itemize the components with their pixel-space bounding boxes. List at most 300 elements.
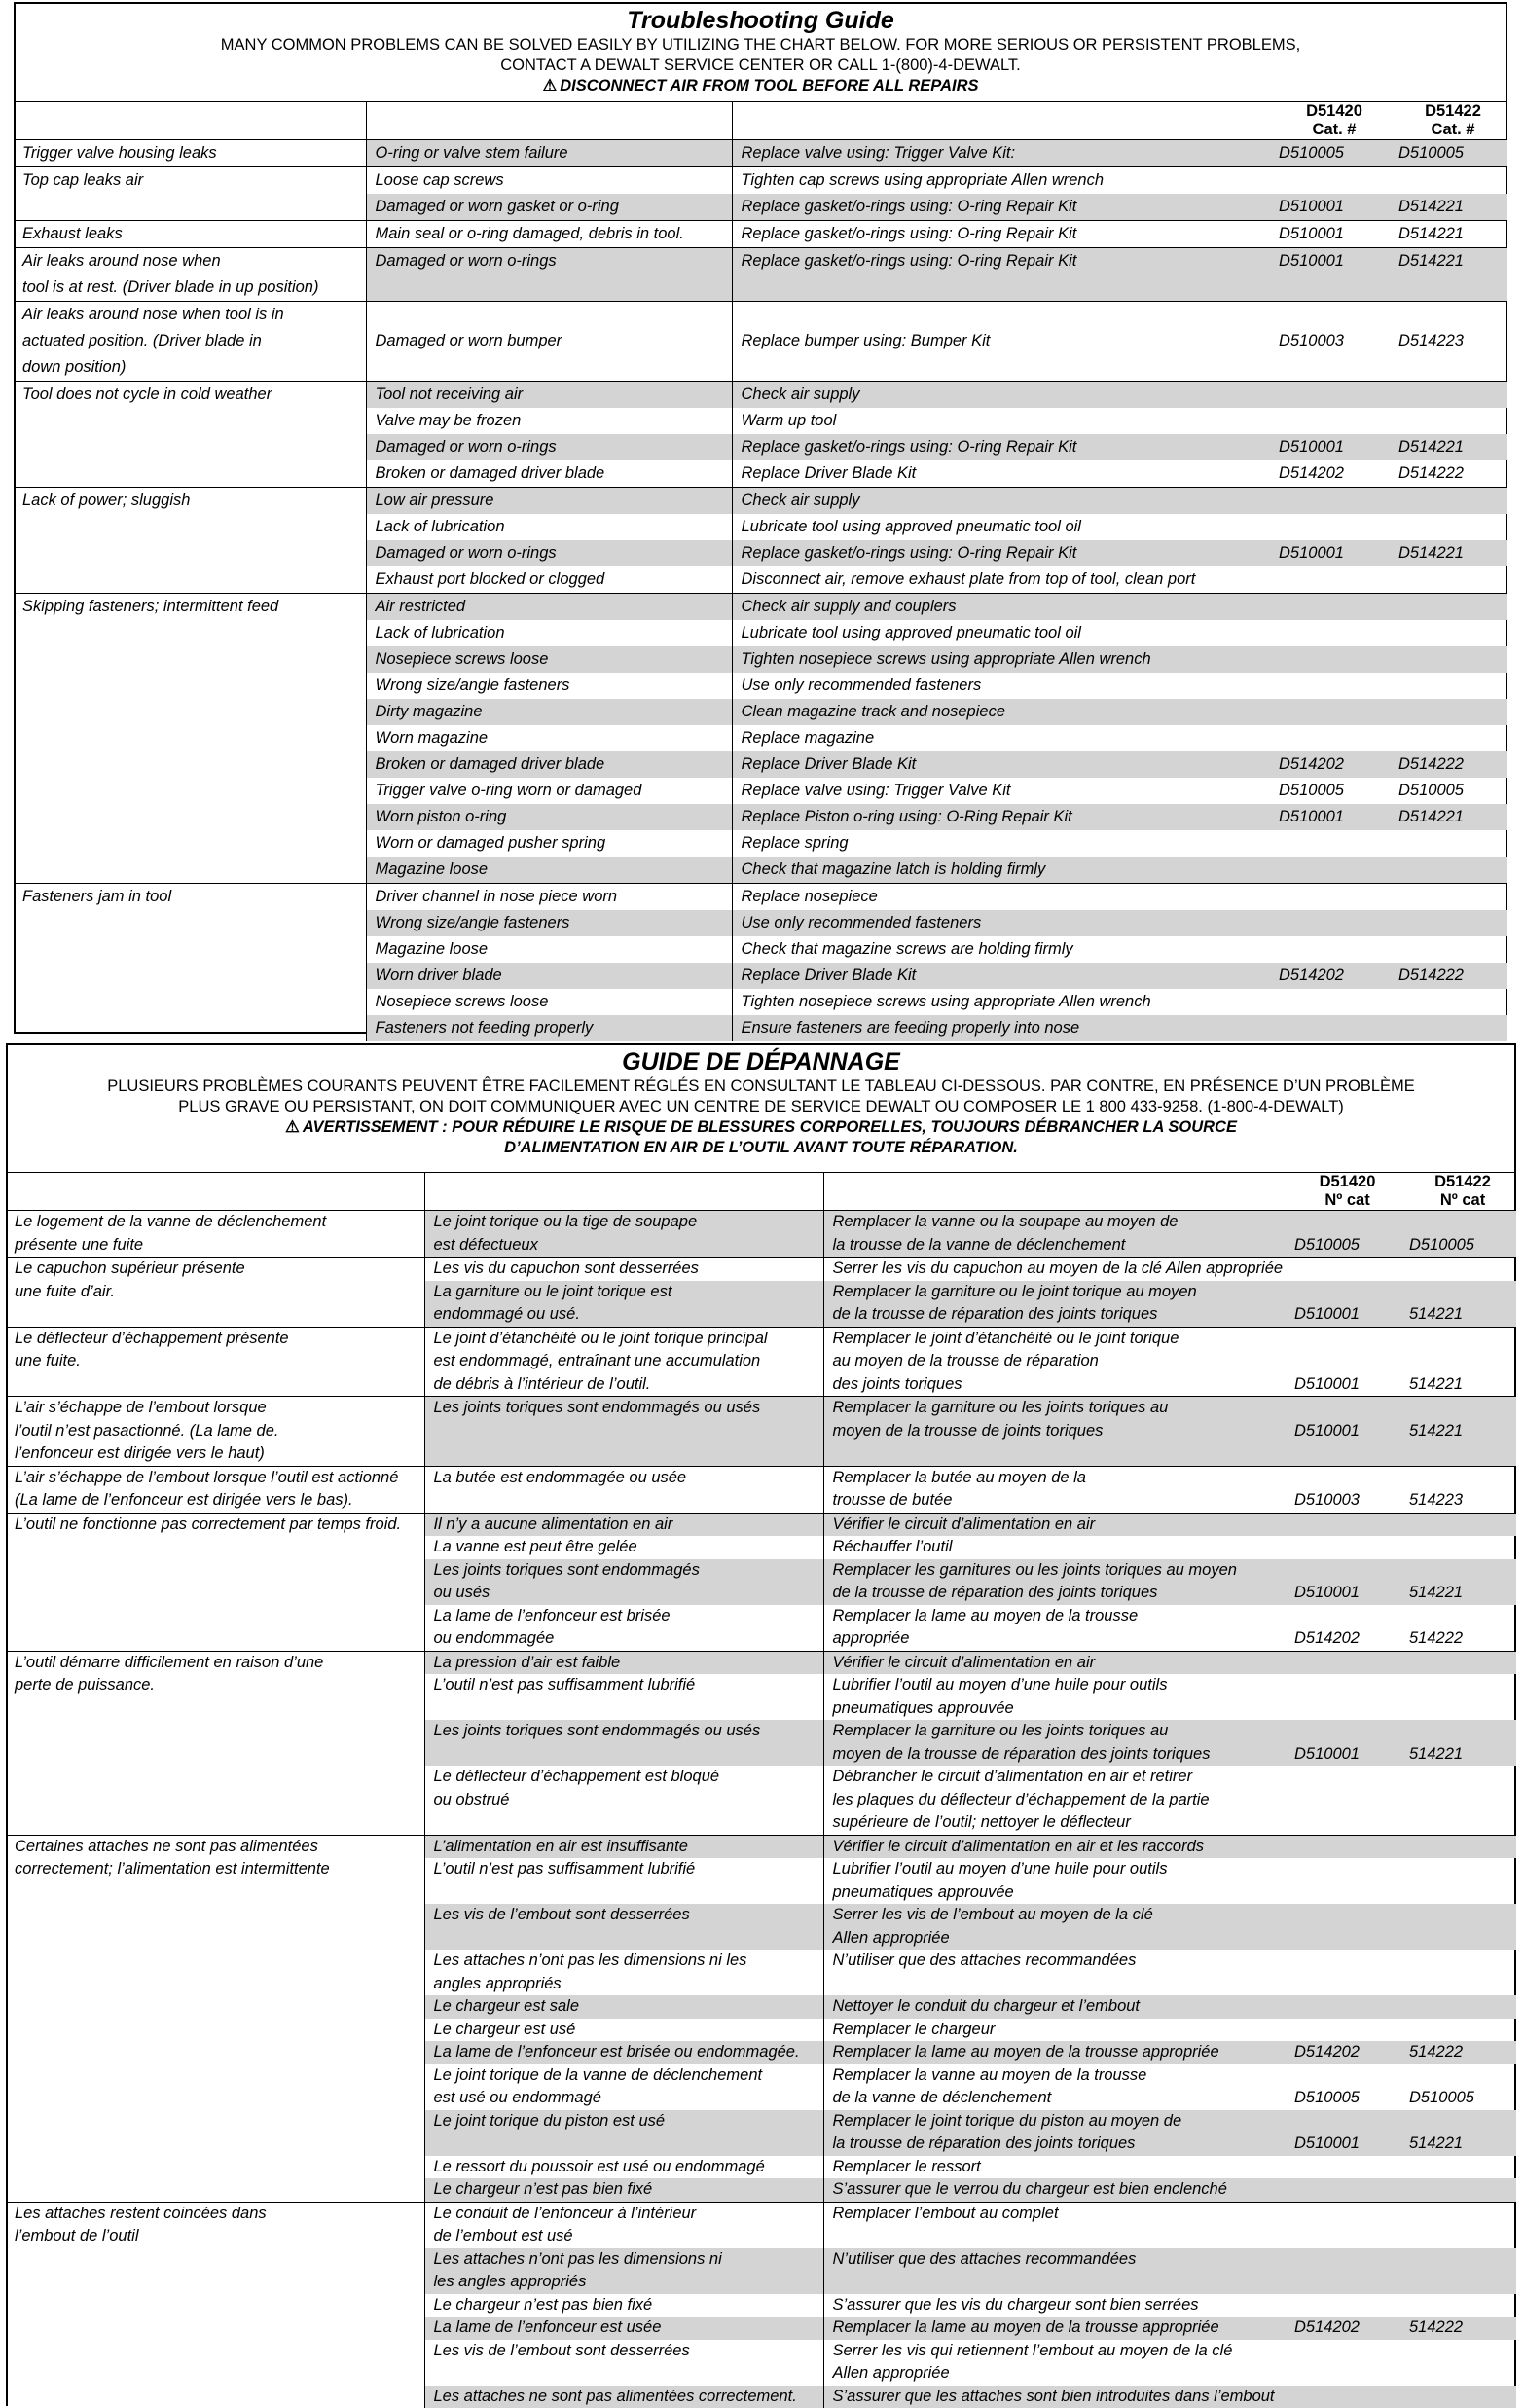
cat-b-cell	[1390, 725, 1507, 751]
cat-b-cell	[1400, 1651, 1516, 1674]
table-row	[6, 1651, 1516, 1674]
cat-a-cell	[1270, 646, 1390, 673]
problem-cell: Les attaches restent coincées dans l’embout de l’outil	[6, 2202, 424, 2408]
cause-cell: Tool not receiving air	[366, 382, 732, 409]
fix-cell: Replace gasket/o-rings using: O-ring Repair Kit	[732, 434, 1270, 460]
cat-a-cell	[1286, 2340, 1400, 2386]
cat-a-cell: D510001	[1270, 194, 1390, 221]
cat-a-cell: D514202	[1270, 460, 1390, 488]
table-row	[6, 1513, 1516, 1536]
cause-cell: Fasteners not feeding properly	[366, 1015, 732, 1041]
fix-cell: Check air supply	[732, 488, 1270, 515]
fix-cell: Check air supply and couplers	[732, 594, 1270, 621]
cause-cell: Magazine loose	[366, 936, 732, 963]
cat-a-cell: D510003	[1286, 1466, 1400, 1513]
cause-cell: Worn or damaged pusher spring	[366, 830, 732, 857]
table-row	[6, 1466, 1516, 1513]
cat-a-cell: D510001	[1286, 2110, 1400, 2156]
fix-cell: Remplacer la lame au moyen de la trousse appropriée	[823, 1605, 1286, 1652]
cause-cell: Les attaches ne sont pas alimentées correctement.	[424, 2386, 823, 2408]
fix-cell: Replace gasket/o-rings using: O-ring Repair Kit	[732, 540, 1270, 566]
cat-a-cell	[1286, 1995, 1400, 2019]
cause-cell: La lame de l’enfonceur est brisée ou endommagée.	[424, 2041, 823, 2064]
cat-a-header: D51420 Cat. #	[1270, 102, 1390, 140]
cause-cell: Le chargeur n’est pas bien fixé	[424, 2178, 823, 2202]
cat-a-cell: D514202	[1286, 1605, 1400, 1652]
table-row	[14, 140, 1507, 167]
fix-cell: Vérifier le circuit d’alimentation en air	[823, 1651, 1286, 1674]
fix-cell: Remplacer la lame au moyen de la trousse appropriée	[823, 2317, 1286, 2340]
cause-cell: Les vis du capuchon sont desserrées	[424, 1258, 823, 1281]
cause-cell: L’alimentation en air est insuffisante	[424, 1835, 823, 1858]
cause-cell: Damaged or worn o-rings	[366, 540, 732, 566]
fix-cell: Vérifier le circuit d’alimentation en air et les raccords	[823, 1835, 1286, 1858]
cause-cell: Les vis de l’embout sont desserrées	[424, 1904, 823, 1950]
table-row	[6, 1327, 1516, 1397]
cat-a-cell: D510001	[1270, 804, 1390, 830]
cat-a-cell: D510001	[1270, 540, 1390, 566]
cause-cell: Valve may be frozen	[366, 408, 732, 434]
warning-icon: ⚠	[542, 76, 557, 96]
cause-cell: La pression d’air est faible	[424, 1651, 823, 1674]
problem-cell: Air leaks around nose when tool is at rest. (Driver blade in up position)	[14, 248, 366, 302]
fix-cell: Replace bumper using: Bumper Kit	[732, 302, 1270, 382]
cause-cell: Damaged or worn o-rings	[366, 434, 732, 460]
cause-cell: Loose cap screws	[366, 167, 732, 195]
troubleshooting-table	[6, 1172, 1516, 2408]
cause-cell: Le déflecteur d’échappement est bloqué ou obstrué	[424, 1766, 823, 1835]
cat-b-cell	[1400, 2156, 1516, 2179]
cat-b-cell: 514221	[1400, 1327, 1516, 1397]
cat-a-cell	[1270, 910, 1390, 936]
fix-cell: Remplacer la lame au moyen de la trousse appropriée	[823, 2041, 1286, 2064]
cause-cell: Le chargeur est sale	[424, 1995, 823, 2019]
table-header-row	[6, 1173, 1516, 1211]
cause-cell: La garniture ou le joint torique est endommagé ou usé.	[424, 1281, 823, 1328]
cat-b-cell: D510005	[1390, 778, 1507, 804]
problem-cell: Certaines attaches ne sont pas alimentées correctement; l’alimentation est intermittente	[6, 1835, 424, 2202]
fix-cell: Tighten nosepiece screws using appropriate Allen wrench	[732, 989, 1270, 1015]
cat-b-cell	[1400, 1835, 1516, 1858]
cat-b-cell	[1390, 1015, 1507, 1041]
cat-b-cell: D510005	[1400, 1211, 1516, 1258]
problem-cell: Fasteners jam in tool	[14, 884, 366, 1042]
cause-cell: Le joint torique de la vanne de déclenchement est usé ou endommagé	[424, 2064, 823, 2110]
cat-a-cell	[1270, 884, 1390, 911]
table-row	[14, 221, 1507, 248]
cause-cell: Dirty magazine	[366, 699, 732, 725]
guide-header	[16, 6, 1506, 96]
cause-col-header	[424, 1173, 823, 1211]
table-row	[14, 594, 1507, 621]
cat-b-cell: D514221	[1390, 540, 1507, 566]
guide-title: GUIDE DE DÉPANNAGE	[8, 1047, 1514, 1076]
cause-cell: Les attaches n’ont pas les dimensions ni les angles appropriés	[424, 2248, 823, 2294]
cat-a-cell: D510001	[1286, 1327, 1400, 1397]
fix-cell: Lubrifier l’outil au moyen d’une huile pour outils pneumatiques approuvée	[823, 1858, 1286, 1904]
cat-b-cell	[1390, 989, 1507, 1015]
guide-warning	[8, 1117, 1514, 1158]
cause-cell: Le chargeur n’est pas bien fixé	[424, 2294, 823, 2317]
cat-b-cell	[1390, 408, 1507, 434]
troubleshooting-guide-french	[6, 1043, 1516, 2406]
cat-b-cell: D510005	[1400, 2064, 1516, 2110]
fix-cell: Replace valve using: Trigger Valve Kit	[732, 778, 1270, 804]
guide-warning	[16, 76, 1506, 96]
cause-cell: Damaged or worn o-rings	[366, 248, 732, 302]
cat-b-cell: D510005	[1390, 140, 1507, 167]
fix-col-header	[732, 102, 1270, 140]
cat-a-cell: D510005	[1286, 1211, 1400, 1258]
fix-cell: Remplacer la garniture ou les joints toriques au moyen de la trousse de joints toriques	[823, 1397, 1286, 1467]
cat-a-cell: D514202	[1286, 2317, 1400, 2340]
fix-cell: Remplacer la butée au moyen de la trousse de butée	[823, 1466, 1286, 1513]
cause-cell: Driver channel in nose piece worn	[366, 884, 732, 911]
cat-a-cell	[1286, 1766, 1400, 1835]
cat-b-cell	[1400, 1950, 1516, 1995]
table-row	[14, 248, 1507, 302]
cat-a-cell: D510005	[1286, 2064, 1400, 2110]
problem-col-header	[6, 1173, 424, 1211]
cat-b-cell	[1400, 2248, 1516, 2294]
cat-b-cell	[1390, 857, 1507, 884]
cause-cell: Broken or damaged driver blade	[366, 460, 732, 488]
cat-a-cell: D510001	[1286, 1559, 1400, 1605]
cat-b-cell	[1390, 910, 1507, 936]
fix-cell: Tighten nosepiece screws using appropriate Allen wrench	[732, 646, 1270, 673]
table-row	[6, 1835, 1516, 1858]
cat-b-cell	[1400, 1674, 1516, 1720]
cat-b-cell	[1400, 2386, 1516, 2408]
cat-a-cell: D510001	[1270, 248, 1390, 302]
cat-a-cell	[1286, 1258, 1400, 1281]
cat-b-cell: D514223	[1390, 302, 1507, 382]
cat-b-cell	[1400, 2019, 1516, 2042]
fix-cell: Réchauffer l’outil	[823, 1536, 1286, 1559]
table-row	[6, 1397, 1516, 1467]
cat-b-cell: D514221	[1390, 804, 1507, 830]
cat-b-cell: D514222	[1390, 460, 1507, 488]
fix-cell: N’utiliser que des attaches recommandées	[823, 2248, 1286, 2294]
fix-cell: Remplacer le ressort	[823, 2156, 1286, 2179]
fix-cell: Replace gasket/o-rings using: O-ring Repair Kit	[732, 221, 1270, 248]
cat-a-cell	[1286, 2248, 1400, 2294]
cat-b-cell	[1400, 1858, 1516, 1904]
fix-cell: Use only recommended fasteners	[732, 910, 1270, 936]
cat-b-cell	[1390, 699, 1507, 725]
cat-b-cell	[1390, 594, 1507, 621]
cat-b-cell	[1400, 2178, 1516, 2202]
cat-b-cell: 514221	[1400, 2110, 1516, 2156]
cat-a-cell	[1286, 1858, 1400, 1904]
fix-cell: Lubrifier l’outil au moyen d’une huile pour outils pneumatiques approuvée	[823, 1674, 1286, 1720]
cause-cell: Air restricted	[366, 594, 732, 621]
warning-icon: ⚠	[285, 1117, 300, 1138]
cat-b-cell: 514221	[1400, 1397, 1516, 1467]
table-row	[6, 1258, 1516, 1281]
fix-cell: Check that magazine latch is holding firmly	[732, 857, 1270, 884]
fix-cell: Serrer les vis qui retiennent l’embout au moyen de la clé Allen appropriée	[823, 2340, 1286, 2386]
cat-a-cell: D510005	[1270, 778, 1390, 804]
cat-b-cell	[1390, 620, 1507, 646]
cat-b-cell	[1390, 167, 1507, 195]
cat-b-cell	[1400, 1536, 1516, 1559]
fix-cell: Replace spring	[732, 830, 1270, 857]
cat-a-cell: D514202	[1270, 963, 1390, 989]
cause-cell: Le conduit de l’enfonceur à l’intérieur de l’embout est usé	[424, 2202, 823, 2248]
fix-cell: Warm up tool	[732, 408, 1270, 434]
cat-b-cell	[1400, 1258, 1516, 1281]
cat-b-cell	[1400, 1904, 1516, 1950]
cat-b-cell: D514221	[1390, 221, 1507, 248]
problem-cell: L’air s’échappe de l’embout lorsque l’outil est actionné (La lame de l’enfonceur est dirigée vers le bas).	[6, 1466, 424, 1513]
cat-a-header: D51420 Nº cat	[1286, 1173, 1400, 1211]
fix-cell: Check air supply	[732, 382, 1270, 409]
fix-cell: Remplacer le joint d’étanchéité ou le joint torique au moyen de la trousse de réparation des joints toriques	[823, 1327, 1286, 1397]
problem-cell: Top cap leaks air	[14, 167, 366, 221]
cat-b-cell: D514222	[1390, 963, 1507, 989]
fix-cell: Remplacer l’embout au complet	[823, 2202, 1286, 2248]
cause-cell: La lame de l’enfonceur est brisée ou endommagée	[424, 1605, 823, 1652]
guide-intro: MANY COMMON PROBLEMS CAN BE SOLVED EASILY BY UTILIZING THE CHART BELOW. FOR MORE SERIOUS OR PERSISTENT PROBLEMS, CONTACT A DEWALT SERVICE CENTER OR CALL 1-(800)-4-DEWALT.	[16, 35, 1506, 76]
cause-cell: Les joints toriques sont endommagés ou usés	[424, 1397, 823, 1467]
cause-cell: Lack of lubrication	[366, 514, 732, 540]
cause-cell: Lack of lubrication	[366, 620, 732, 646]
problem-cell: Le déflecteur d’échappement présente une fuite.	[6, 1327, 424, 1397]
cat-b-header: D51422 Nº cat	[1400, 1173, 1516, 1211]
cat-b-cell: D514221	[1390, 434, 1507, 460]
table-row	[14, 488, 1507, 515]
cat-b-cell: D514221	[1390, 194, 1507, 221]
cause-cell: O-ring or valve stem failure	[366, 140, 732, 167]
cause-cell: Worn driver blade	[366, 963, 732, 989]
cause-cell: Il n’y a aucune alimentation en air	[424, 1513, 823, 1536]
fix-cell: Replace gasket/o-rings using: O-ring Repair Kit	[732, 194, 1270, 221]
cause-cell: La lame de l’enfonceur est usée	[424, 2317, 823, 2340]
problem-cell: L’air s’échappe de l’embout lorsque l’outil n’est pasactionné. (La lame de. l’enfonceur est dirigée vers le haut)	[6, 1397, 424, 1467]
cause-cell: Les vis de l’embout sont desserrées	[424, 2340, 823, 2386]
cat-b-cell	[1390, 514, 1507, 540]
cause-cell: La vanne est peut être gelée	[424, 1536, 823, 1559]
cat-a-cell	[1270, 989, 1390, 1015]
fix-cell: Tighten cap screws using appropriate Allen wrench	[732, 167, 1270, 195]
cause-cell: Le joint d’étanchéité ou le joint torique principal est endommagé, entraînant une accumulation de débris à l’intérieur de l’outil.	[424, 1327, 823, 1397]
guide-title: Troubleshooting Guide	[16, 6, 1506, 35]
cat-b-cell: 514221	[1400, 1720, 1516, 1766]
cat-a-cell	[1270, 673, 1390, 699]
table-row	[6, 2202, 1516, 2248]
cat-a-cell	[1286, 2294, 1400, 2317]
cat-a-cell: D514202	[1286, 2041, 1400, 2064]
fix-cell: S’assurer que les attaches sont bien introduites dans l’embout	[823, 2386, 1286, 2408]
cause-cell: Les joints toriques sont endommagés ou usés	[424, 1559, 823, 1605]
table-row	[14, 884, 1507, 911]
problem-cell: Trigger valve housing leaks	[14, 140, 366, 167]
cause-cell: Trigger valve o-ring worn or damaged	[366, 778, 732, 804]
problem-cell: Skipping fasteners; intermittent feed	[14, 594, 366, 884]
cat-a-cell	[1270, 699, 1390, 725]
cat-a-cell	[1270, 857, 1390, 884]
problem-cell: Le capuchon supérieur présente une fuite d’air.	[6, 1258, 424, 1328]
fix-cell: Replace Driver Blade Kit	[732, 963, 1270, 989]
guide-header	[8, 1047, 1514, 1158]
fix-cell: Use only recommended fasteners	[732, 673, 1270, 699]
cat-a-cell: D510001	[1286, 1720, 1400, 1766]
cause-cell: Nosepiece screws loose	[366, 989, 732, 1015]
cause-cell: Magazine loose	[366, 857, 732, 884]
cat-b-cell	[1390, 884, 1507, 911]
cause-cell: Le chargeur est usé	[424, 2019, 823, 2042]
fix-cell: N’utiliser que des attaches recommandées	[823, 1950, 1286, 1995]
cat-a-cell	[1270, 725, 1390, 751]
cause-cell: Le joint torique ou la tige de soupape est défectueux	[424, 1211, 823, 1258]
cause-cell: La butée est endommagée ou usée	[424, 1466, 823, 1513]
cat-b-cell	[1390, 488, 1507, 515]
fix-cell: Clean magazine track and nosepiece	[732, 699, 1270, 725]
cat-a-cell: D510003	[1270, 302, 1390, 382]
cat-a-cell	[1286, 1674, 1400, 1720]
cat-b-cell: 514222	[1400, 2041, 1516, 2064]
problem-cell: Air leaks around nose when tool is in actuated position. (Driver blade in down position)	[14, 302, 366, 382]
cat-b-cell: 514221	[1400, 1559, 1516, 1605]
fix-cell: Replace gasket/o-rings using: O-ring Repair Kit	[732, 248, 1270, 302]
troubleshooting-guide-english	[14, 2, 1507, 1034]
cat-b-cell	[1390, 566, 1507, 594]
cat-b-cell	[1400, 1766, 1516, 1835]
problem-col-header	[14, 102, 366, 140]
cause-cell: Worn magazine	[366, 725, 732, 751]
fix-cell: Remplacer la vanne au moyen de la trousse de la vanne de déclenchement	[823, 2064, 1286, 2110]
cat-a-cell	[1270, 382, 1390, 409]
fix-cell: Replace nosepiece	[732, 884, 1270, 911]
fix-cell: Replace valve using: Trigger Valve Kit:	[732, 140, 1270, 167]
table-row	[14, 382, 1507, 409]
table-row	[6, 1211, 1516, 1258]
cat-b-cell	[1400, 2294, 1516, 2317]
warning-text: AVERTISSEMENT : POUR RÉDUIRE LE RISQUE DE BLESSURES CORPORELLES, TOUJOURS DÉBRANCHER LA SOURCE D’ALIMENTATION EN AIR DE L’OUTIL AVANT TOUTE RÉPARATION.	[303, 1118, 1237, 1156]
table-row	[14, 302, 1507, 382]
cat-a-cell: D510005	[1270, 140, 1390, 167]
warning-text: DISCONNECT AIR FROM TOOL BEFORE ALL REPAIRS	[560, 77, 978, 94]
cause-cell: Wrong size/angle fasteners	[366, 673, 732, 699]
fix-cell: Replace Piston o-ring using: O-Ring Repair Kit	[732, 804, 1270, 830]
fix-col-header	[823, 1173, 1286, 1211]
cat-b-header: D51422 Cat. #	[1390, 102, 1507, 140]
cat-a-cell	[1270, 1015, 1390, 1041]
problem-cell: L’outil démarre difficilement en raison d’une perte de puissance.	[6, 1651, 424, 1835]
cat-b-cell: 514221	[1400, 1281, 1516, 1328]
cause-col-header	[366, 102, 732, 140]
cause-cell: Exhaust port blocked or clogged	[366, 566, 732, 594]
cat-b-cell: 514223	[1400, 1466, 1516, 1513]
cat-a-cell	[1286, 1536, 1400, 1559]
cat-a-cell	[1286, 1904, 1400, 1950]
cat-a-cell	[1270, 566, 1390, 594]
cat-b-cell	[1400, 1513, 1516, 1536]
cat-a-cell	[1286, 2202, 1400, 2248]
cat-a-cell	[1286, 2386, 1400, 2408]
cat-b-cell: D514222	[1390, 751, 1507, 778]
cat-a-cell	[1286, 1513, 1400, 1536]
problem-cell: Le logement de la vanne de déclenchement présente une fuite	[6, 1211, 424, 1258]
cause-cell: Wrong size/angle fasteners	[366, 910, 732, 936]
cause-cell: Damaged or worn gasket or o-ring	[366, 194, 732, 221]
fix-cell: Remplacer la garniture ou le joint torique au moyen de la trousse de réparation des joints toriques	[823, 1281, 1286, 1328]
fix-cell: Replace magazine	[732, 725, 1270, 751]
cat-b-cell: 514222	[1400, 2317, 1516, 2340]
fix-cell: Replace Driver Blade Kit	[732, 460, 1270, 488]
cat-a-cell	[1270, 408, 1390, 434]
fix-cell: S’assurer que les vis du chargeur sont bien serrées	[823, 2294, 1286, 2317]
cat-a-cell: D510001	[1286, 1397, 1400, 1467]
cause-cell: Les attaches n’ont pas les dimensions ni les angles appropriés	[424, 1950, 823, 1995]
cat-b-cell	[1390, 673, 1507, 699]
fix-cell: Remplacer les garnitures ou les joints toriques au moyen de la trousse de réparation des joints toriques	[823, 1559, 1286, 1605]
fix-cell: Ensure fasteners are feeding properly into nose	[732, 1015, 1270, 1041]
fix-cell: Disconnect air, remove exhaust plate from top of tool, clean port	[732, 566, 1270, 594]
cat-a-cell	[1270, 488, 1390, 515]
cat-a-cell	[1270, 936, 1390, 963]
fix-cell: Replace Driver Blade Kit	[732, 751, 1270, 778]
cause-cell: L’outil n’est pas suffisamment lubrifié	[424, 1674, 823, 1720]
cause-cell: Damaged or worn bumper	[366, 302, 732, 382]
cat-b-cell	[1390, 936, 1507, 963]
cat-a-cell: D510001	[1270, 434, 1390, 460]
table-row	[14, 167, 1507, 195]
cat-b-cell	[1390, 382, 1507, 409]
fix-cell: S’assurer que le verrou du chargeur est bien enclenché	[823, 2178, 1286, 2202]
cat-a-cell	[1286, 1835, 1400, 1858]
cat-b-cell: D514221	[1390, 248, 1507, 302]
fix-cell: Vérifier le circuit d’alimentation en air	[823, 1513, 1286, 1536]
fix-cell: Check that magazine screws are holding firmly	[732, 936, 1270, 963]
fix-cell: Lubricate tool using approved pneumatic tool oil	[732, 620, 1270, 646]
cat-a-cell	[1286, 1950, 1400, 1995]
cat-a-cell	[1270, 514, 1390, 540]
problem-cell: Lack of power; sluggish	[14, 488, 366, 594]
cat-b-cell	[1390, 646, 1507, 673]
cat-b-cell: 514222	[1400, 1605, 1516, 1652]
guide-intro: PLUSIEURS PROBLÈMES COURANTS PEUVENT ÊTRE FACILEMENT RÉGLÉS EN CONSULTANT LE TABLEAU CI-DESSOUS. PAR CONTRE, EN PRÉSENCE D’UN PROBLÈME PLUS GRAVE OU PERSISTANT, ON DOIT COMMUNIQUER AVEC UN CENTRE DE SERVICE DEWALT OU COMPOSER LE 1 800 433-9258. (1-800-4-DEWALT)	[8, 1076, 1514, 1117]
cat-a-cell	[1270, 594, 1390, 621]
fix-cell: Remplacer le chargeur	[823, 2019, 1286, 2042]
cat-a-cell	[1286, 2156, 1400, 2179]
cat-a-cell	[1286, 2178, 1400, 2202]
fix-cell: Remplacer la vanne ou la soupape au moyen de la trousse de la vanne de déclenchement	[823, 1211, 1286, 1258]
fix-cell: Remplacer le joint torique du piston au moyen de la trousse de réparation des joints toriques	[823, 2110, 1286, 2156]
cause-cell: Le joint torique du piston est usé	[424, 2110, 823, 2156]
cat-a-cell	[1286, 2019, 1400, 2042]
cat-b-cell	[1390, 830, 1507, 857]
problem-cell: Exhaust leaks	[14, 221, 366, 248]
cause-cell: Nosepiece screws loose	[366, 646, 732, 673]
fix-cell: Lubricate tool using approved pneumatic tool oil	[732, 514, 1270, 540]
problem-cell: Tool does not cycle in cold weather	[14, 382, 366, 488]
cat-a-cell	[1270, 830, 1390, 857]
cause-cell: Worn piston o-ring	[366, 804, 732, 830]
cat-b-cell	[1400, 1995, 1516, 2019]
cat-a-cell	[1286, 1651, 1400, 1674]
troubleshooting-table	[14, 101, 1507, 1041]
cat-a-cell	[1270, 620, 1390, 646]
cause-cell: Broken or damaged driver blade	[366, 751, 732, 778]
table-header-row	[14, 102, 1507, 140]
cat-a-cell: D514202	[1270, 751, 1390, 778]
cause-cell: Le ressort du poussoir est usé ou endommagé	[424, 2156, 823, 2179]
cat-a-cell	[1270, 167, 1390, 195]
problem-cell: L’outil ne fonctionne pas correctement par temps froid.	[6, 1513, 424, 1651]
cat-a-cell: D510001	[1286, 1281, 1400, 1328]
